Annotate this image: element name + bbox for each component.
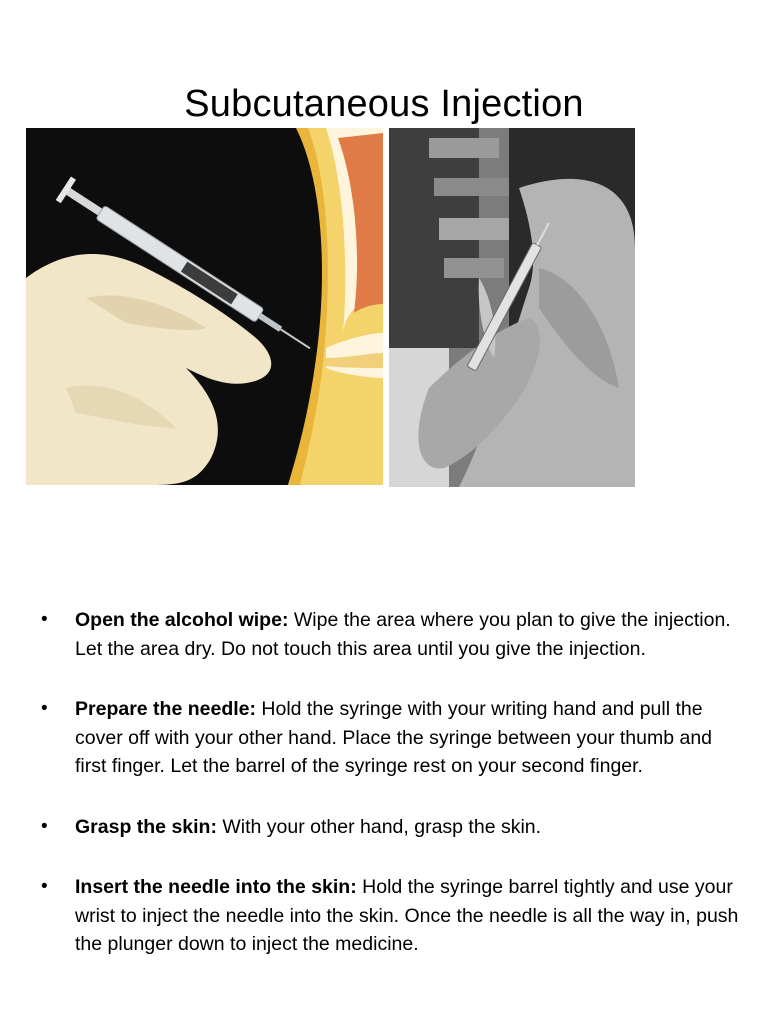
step-heading: Open the alcohol wipe: xyxy=(75,609,289,631)
bullet-marker: • xyxy=(41,815,48,837)
step-text: Hold the syringe with your writing hand and pull the cover off with your other hand. Place the syringe between your thumb and first finger. Let the barrel of the syringe rest on your second finger. xyxy=(75,698,713,777)
self-injection-grayscale-photo xyxy=(389,128,635,487)
step-heading: Prepare the needle: xyxy=(75,698,256,720)
step-text: With your other hand, grasp the skin. xyxy=(216,815,542,838)
list-item xyxy=(40,606,740,663)
list-item xyxy=(40,695,740,781)
list-item xyxy=(40,873,740,959)
bullet-marker: • xyxy=(41,609,48,630)
step-text: Wipe the area where you plan to give the injection. Let the area dry. Do not touch this area until you give the injection. xyxy=(75,609,731,660)
step-heading: Insert the needle into the skin: xyxy=(75,876,357,898)
list-item xyxy=(40,813,740,842)
syringe-into-skin-diagram-photo xyxy=(26,128,383,485)
step-heading: Grasp the skin: xyxy=(75,815,217,838)
page-title: Subcutaneous Injection xyxy=(184,83,584,126)
step-text: Hold the syringe barrel tightly and use your wrist to inject the needle into the skin. Once the needle is all the way in, push the plunger down to inject the medicine. xyxy=(75,876,739,955)
bullet-marker: • xyxy=(41,698,48,719)
bullet-marker: • xyxy=(41,876,48,897)
instruction-list xyxy=(40,606,740,959)
